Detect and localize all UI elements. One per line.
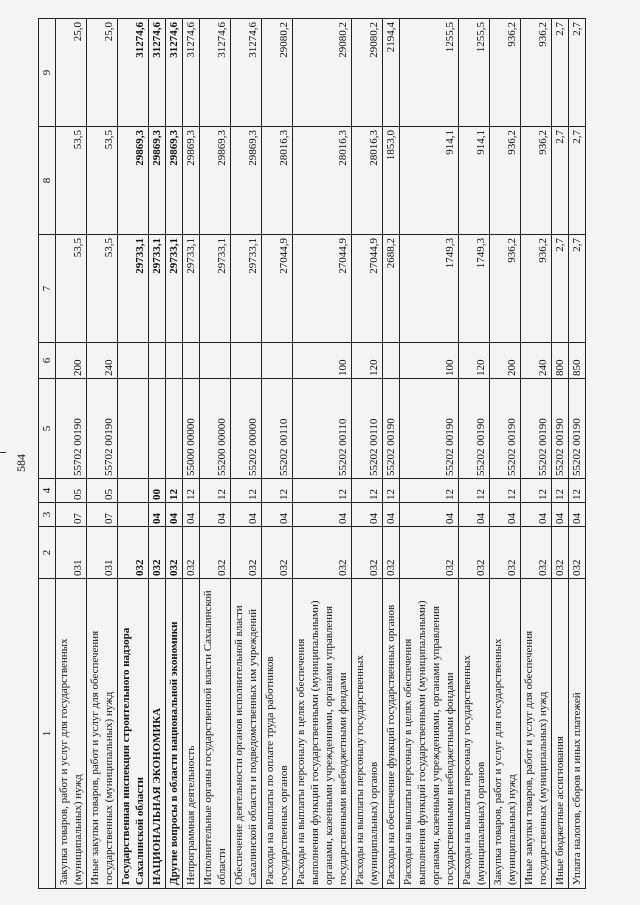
subsection-code: 12 bbox=[293, 479, 352, 503]
expense-type-code: 240 bbox=[87, 343, 118, 379]
expense-type-code: 240 bbox=[521, 343, 552, 379]
subsection-code: 05 bbox=[87, 479, 118, 503]
subsection-code: 12 bbox=[383, 479, 400, 503]
amount-col-7: 53,5 bbox=[87, 235, 118, 343]
expense-type-code: 800 bbox=[552, 343, 569, 379]
column-header: 1 bbox=[39, 579, 56, 889]
expense-type-code bbox=[118, 343, 149, 379]
subsection-code: 12 bbox=[459, 479, 490, 503]
amount-col-8: 29869,3 bbox=[118, 127, 149, 235]
amount-col-7: 29733,1 bbox=[118, 235, 149, 343]
table-row bbox=[87, 19, 118, 889]
amount-col-8: 28016,3 bbox=[262, 127, 293, 235]
amount-col-7: 1749,3 bbox=[400, 235, 459, 343]
row-name: Обеспечение деятельности органов исполнительной власти Сахалинской области и подведомственных им учреждений bbox=[231, 579, 262, 889]
admin-code: 032 bbox=[293, 527, 352, 579]
amount-col-9: 1255,5 bbox=[459, 19, 490, 127]
target-article-code bbox=[149, 379, 166, 479]
table-body bbox=[56, 19, 586, 889]
amount-col-9: 29080,2 bbox=[262, 19, 293, 127]
subsection-code: 12 bbox=[352, 479, 383, 503]
amount-col-7: 27044,9 bbox=[262, 235, 293, 343]
target-article-code: 55202 00110 bbox=[352, 379, 383, 479]
amount-col-8: 29869,3 bbox=[183, 127, 200, 235]
subsection-code bbox=[118, 479, 149, 503]
amount-col-9: 936,2 bbox=[521, 19, 552, 127]
amount-col-9: 1255,5 bbox=[400, 19, 459, 127]
amount-col-9: 29080,2 bbox=[293, 19, 352, 127]
table-row bbox=[490, 19, 521, 889]
table-row bbox=[569, 19, 586, 889]
subsection-code: 05 bbox=[56, 479, 87, 503]
expense-type-code: 100 bbox=[400, 343, 459, 379]
subsection-code: 12 bbox=[569, 479, 586, 503]
amount-col-7: 29733,1 bbox=[149, 235, 166, 343]
target-article-code: 55202 00190 bbox=[383, 379, 400, 479]
target-article-code: 55202 00110 bbox=[262, 379, 293, 479]
section-code: 04 bbox=[231, 503, 262, 527]
target-article-code: 55202 00190 bbox=[490, 379, 521, 479]
section-code bbox=[118, 503, 149, 527]
amount-col-8: 1853,0 bbox=[383, 127, 400, 235]
amount-col-7: 1749,3 bbox=[459, 235, 490, 343]
subsection-code: 12 bbox=[490, 479, 521, 503]
column-header: 7 bbox=[39, 235, 56, 343]
amount-col-8: 936,2 bbox=[521, 127, 552, 235]
target-article-code bbox=[118, 379, 149, 479]
column-number-row bbox=[39, 19, 56, 889]
table-row bbox=[166, 19, 183, 889]
row-name: Иные бюджетные ассигнования bbox=[552, 579, 569, 889]
amount-col-9: 31274,6 bbox=[166, 19, 183, 127]
target-article-code bbox=[166, 379, 183, 479]
row-name: Расходы на выплаты персоналу в целях обеспечения выполнения функций государственными (муниципальными) органами, казенными учреждениями, органами управления государственными внебюджетными фондами bbox=[293, 579, 352, 889]
table-row bbox=[400, 19, 459, 889]
section-code: 07 bbox=[87, 503, 118, 527]
amount-col-8: 936,2 bbox=[490, 127, 521, 235]
section-code: 04 bbox=[521, 503, 552, 527]
table-row bbox=[293, 19, 352, 889]
admin-code: 032 bbox=[521, 527, 552, 579]
amount-col-9: 31274,6 bbox=[183, 19, 200, 127]
table-row bbox=[56, 19, 87, 889]
row-name: Расходы на выплаты персоналу государственных (муниципальных) органов bbox=[352, 579, 383, 889]
margin-mark bbox=[0, 452, 6, 453]
target-article-code: 55202 00190 bbox=[459, 379, 490, 479]
amount-col-8: 29869,3 bbox=[231, 127, 262, 235]
row-name: Расходы на выплаты персоналу государственных (муниципальных) органов bbox=[459, 579, 490, 889]
row-name: НАЦИОНАЛЬНАЯ ЭКОНОМИКА bbox=[149, 579, 166, 889]
column-header: 2 bbox=[39, 527, 56, 579]
expense-type-code bbox=[149, 343, 166, 379]
expense-type-code bbox=[200, 343, 231, 379]
expense-type-code: 200 bbox=[490, 343, 521, 379]
column-header: 5 bbox=[39, 379, 56, 479]
table-row bbox=[459, 19, 490, 889]
section-code: 04 bbox=[569, 503, 586, 527]
amount-col-9: 936,2 bbox=[490, 19, 521, 127]
expense-type-code: 120 bbox=[459, 343, 490, 379]
admin-code: 032 bbox=[400, 527, 459, 579]
table-row bbox=[352, 19, 383, 889]
expense-type-code bbox=[166, 343, 183, 379]
amount-col-7: 2,7 bbox=[552, 235, 569, 343]
amount-col-9: 2194,4 bbox=[383, 19, 400, 127]
subsection-code: 12 bbox=[521, 479, 552, 503]
amount-col-7: 29733,1 bbox=[166, 235, 183, 343]
admin-code: 032 bbox=[569, 527, 586, 579]
admin-code: 032 bbox=[490, 527, 521, 579]
section-code: 04 bbox=[166, 503, 183, 527]
table-row bbox=[118, 19, 149, 889]
column-header: 8 bbox=[39, 127, 56, 235]
amount-col-9: 2,7 bbox=[569, 19, 586, 127]
target-article-code: 55202 00190 bbox=[569, 379, 586, 479]
row-name: Закупка товаров, работ и услуг для государственных (муниципальных) нужд bbox=[56, 579, 87, 889]
target-article-code: 55702 00190 bbox=[56, 379, 87, 479]
amount-col-7: 29733,1 bbox=[183, 235, 200, 343]
admin-code: 032 bbox=[200, 527, 231, 579]
row-name: Закупка товаров, работ и услуг для государственных (муниципальных) нужд bbox=[490, 579, 521, 889]
section-code: 04 bbox=[552, 503, 569, 527]
column-header: 3 bbox=[39, 503, 56, 527]
column-header: 9 bbox=[39, 19, 56, 127]
expense-type-code: 120 bbox=[352, 343, 383, 379]
amount-col-9: 25,0 bbox=[87, 19, 118, 127]
amount-col-8: 53,5 bbox=[56, 127, 87, 235]
page-number: 584 bbox=[14, 454, 28, 472]
section-code: 04 bbox=[400, 503, 459, 527]
target-article-code: 55000 00000 bbox=[183, 379, 200, 479]
row-name: Непрограммная деятельность bbox=[183, 579, 200, 889]
row-name: Иные закупки товаров, работ и услуг для обеспечения государственных (муниципальных) нужд bbox=[87, 579, 118, 889]
row-name: Исполнительные органы государственной власти Сахалинской области bbox=[200, 579, 231, 889]
table-row bbox=[183, 19, 200, 889]
target-article-code: 55202 00190 bbox=[552, 379, 569, 479]
expense-type-code: 200 bbox=[56, 343, 87, 379]
amount-col-8: 53,5 bbox=[87, 127, 118, 235]
expense-type-code bbox=[262, 343, 293, 379]
expense-type-code bbox=[383, 343, 400, 379]
row-name: Другие вопросы в области национальной экономики bbox=[166, 579, 183, 889]
amount-col-9: 29080,2 bbox=[352, 19, 383, 127]
admin-code: 032 bbox=[383, 527, 400, 579]
amount-col-8: 28016,3 bbox=[352, 127, 383, 235]
admin-code: 032 bbox=[459, 527, 490, 579]
target-article-code: 55202 00190 bbox=[400, 379, 459, 479]
subsection-code: 12 bbox=[262, 479, 293, 503]
amount-col-8: 2,7 bbox=[569, 127, 586, 235]
amount-col-7: 29733,1 bbox=[231, 235, 262, 343]
amount-col-8: 2,7 bbox=[552, 127, 569, 235]
amount-col-7: 27044,9 bbox=[293, 235, 352, 343]
target-article-code: 55702 00190 bbox=[87, 379, 118, 479]
table-row bbox=[521, 19, 552, 889]
admin-code: 032 bbox=[352, 527, 383, 579]
section-code: 07 bbox=[56, 503, 87, 527]
row-name: Расходы на выплаты персоналу в целях обеспечения выполнения функций государственными (муниципальными) органами, казенными учреждениями, органами управления государственными внебюджетными фондами bbox=[400, 579, 459, 889]
column-header: 4 bbox=[39, 479, 56, 503]
amount-col-9: 31274,6 bbox=[231, 19, 262, 127]
admin-code: 032 bbox=[552, 527, 569, 579]
amount-col-7: 53,5 bbox=[56, 235, 87, 343]
subsection-code: 12 bbox=[183, 479, 200, 503]
table-row bbox=[231, 19, 262, 889]
admin-code: 032 bbox=[231, 527, 262, 579]
amount-col-8: 29869,3 bbox=[166, 127, 183, 235]
admin-code: 032 bbox=[166, 527, 183, 579]
row-name: Иные закупки товаров, работ и услуг для обеспечения государственных (муниципальных) нужд bbox=[521, 579, 552, 889]
section-code: 04 bbox=[183, 503, 200, 527]
row-name: Государственная инспекция строительного надзора Сахалинской области bbox=[118, 579, 149, 889]
subsection-code: 12 bbox=[400, 479, 459, 503]
subsection-code: 12 bbox=[166, 479, 183, 503]
amount-col-7: 29733,1 bbox=[200, 235, 231, 343]
section-code: 04 bbox=[200, 503, 231, 527]
section-code: 04 bbox=[293, 503, 352, 527]
amount-col-9: 2,7 bbox=[552, 19, 569, 127]
amount-col-9: 31274,6 bbox=[118, 19, 149, 127]
admin-code: 032 bbox=[149, 527, 166, 579]
target-article-code: 55202 00000 bbox=[231, 379, 262, 479]
subsection-code: 12 bbox=[552, 479, 569, 503]
amount-col-7: 2688,2 bbox=[383, 235, 400, 343]
table-row bbox=[383, 19, 400, 889]
expense-type-code: 850 bbox=[569, 343, 586, 379]
amount-col-7: 2,7 bbox=[569, 235, 586, 343]
row-name: Расходы на выплаты по оплате труда работников государственных органов bbox=[262, 579, 293, 889]
amount-col-8: 28016,3 bbox=[293, 127, 352, 235]
section-code: 04 bbox=[383, 503, 400, 527]
section-code: 04 bbox=[262, 503, 293, 527]
table-row bbox=[149, 19, 166, 889]
section-code: 04 bbox=[352, 503, 383, 527]
subsection-code: 12 bbox=[200, 479, 231, 503]
section-code: 04 bbox=[459, 503, 490, 527]
amount-col-8: 914,1 bbox=[459, 127, 490, 235]
amount-col-8: 29869,3 bbox=[200, 127, 231, 235]
target-article-code: 55202 00110 bbox=[293, 379, 352, 479]
amount-col-9: 31274,6 bbox=[200, 19, 231, 127]
row-name: Расходы на обеспечение функций государственных органов bbox=[383, 579, 400, 889]
amount-col-7: 27044,9 bbox=[352, 235, 383, 343]
budget-table bbox=[38, 18, 586, 889]
section-code: 04 bbox=[490, 503, 521, 527]
admin-code: 032 bbox=[118, 527, 149, 579]
target-article-code: 55200 00000 bbox=[200, 379, 231, 479]
admin-code: 032 bbox=[262, 527, 293, 579]
admin-code: 032 bbox=[183, 527, 200, 579]
target-article-code: 55202 00190 bbox=[521, 379, 552, 479]
admin-code: 031 bbox=[56, 527, 87, 579]
expense-type-code: 100 bbox=[293, 343, 352, 379]
row-name: Уплата налогов, сборов и иных платежей bbox=[569, 579, 586, 889]
subsection-code: 12 bbox=[231, 479, 262, 503]
table-row bbox=[552, 19, 569, 889]
amount-col-7: 936,2 bbox=[490, 235, 521, 343]
amount-col-8: 29869,3 bbox=[149, 127, 166, 235]
amount-col-9: 25,0 bbox=[56, 19, 87, 127]
subsection-code: 00 bbox=[149, 479, 166, 503]
table-row bbox=[200, 19, 231, 889]
admin-code: 031 bbox=[87, 527, 118, 579]
expense-type-code bbox=[183, 343, 200, 379]
column-header: 6 bbox=[39, 343, 56, 379]
expense-type-code bbox=[231, 343, 262, 379]
amount-col-9: 31274,6 bbox=[149, 19, 166, 127]
table-row bbox=[262, 19, 293, 889]
amount-col-7: 936,2 bbox=[521, 235, 552, 343]
amount-col-8: 914,1 bbox=[400, 127, 459, 235]
section-code: 04 bbox=[149, 503, 166, 527]
